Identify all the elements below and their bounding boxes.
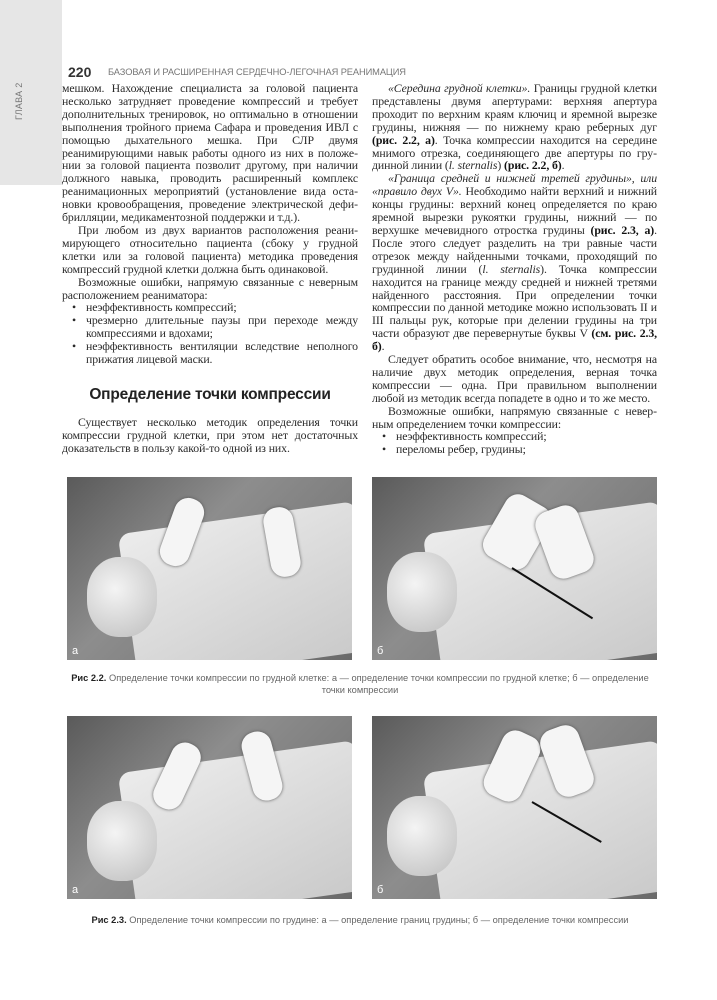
- paragraph: Возможные ошибки, напрямую связанные с неверным определением точки компрессии:: [372, 403, 657, 431]
- panel-label: а: [72, 645, 79, 657]
- list-item: • неэффективность компрессий;: [372, 430, 657, 443]
- text: ). Точка компрессии находится на границе между средней и нижней третями найденного расстояния. При определении точки компрессии по данной методике можно использовать II и III пальцы рук, которые при делении грудины на три части образуют две перевернутые буквы V: [372, 261, 657, 341]
- italic-term: «Граница средней и нижней третей грудины», или «правило двух V».: [372, 171, 657, 199]
- section-heading: Определение точки компрессии: [89, 385, 331, 403]
- photo-fig2-2a: [67, 477, 352, 660]
- figure-ref: (рис. 2.2, б): [504, 158, 562, 173]
- figure-label: Рис 2.3.: [91, 915, 127, 925]
- paragraph: Существует несколько методик определения точки компрессии грудной клетки, при этом нет достаточных доказательств в пользу какой-то одной из них.: [62, 414, 358, 455]
- figure-caption: [60, 914, 660, 926]
- text: ): [497, 158, 505, 173]
- panel-label: б: [377, 645, 384, 657]
- chapter-tab: [0, 0, 62, 185]
- figure-ref: (рис. 2.2, а): [372, 132, 435, 147]
- text: . Точка компрессии находится на середине мнимого отрезка, соединяющего две апертуры по грудинной линии (: [372, 132, 657, 173]
- photo-fig2-2b: [372, 477, 657, 660]
- caption-text: Определение точки компрессии по грудной клетке: а — определение точки компрессии по грудной клетке; б — определение точки компрессии: [106, 673, 649, 695]
- panel-label: б: [377, 884, 384, 896]
- text: Границы грудной клетки представлены двумя апертурами: верхняя апертура проходит по верхним краям ключиц и яремной вырезке грудины, нижняя — по нижнему краю реберных дуг: [372, 81, 657, 134]
- bullet-list: [372, 430, 657, 456]
- paragraph: [372, 82, 657, 172]
- text: .: [381, 339, 385, 354]
- right-column: [372, 82, 657, 456]
- figure-label: Рис 2.2.: [71, 673, 107, 683]
- latin-term: l. sternalis: [482, 261, 541, 276]
- chapter-label: ГЛАВА 2: [14, 82, 24, 120]
- paragraph: [372, 172, 657, 353]
- list-item: • чрезмерно длительные паузы при переходе между компрессиями и вдохами;: [62, 314, 358, 340]
- bullet-list: [62, 301, 358, 366]
- caption-text: Определение точки компрессии по грудине: а — определение границ грудины; б — определение точки компрессии: [126, 915, 629, 925]
- panel-label: а: [72, 884, 79, 896]
- list-item: • неэффективность компрессий;: [62, 301, 358, 314]
- list-item: • переломы ребер, грудины;: [372, 443, 657, 456]
- paragraph: мешком. Нахождение специалиста за головой пациента несколько затрудняет проведение компрессий и требует дополнительных тренировок, но оптимально в отношении выполнения тройного приема Сафара и проведения ИВЛ с помощью дыхательного мешка. При СЛР двумя реанимирующими навык работы одного из них в положении за головой пациента позволит другому, при наличии должного навыка, проводить расширенный комплекс реанимационных мероприятий (установление вида остановки кровообращения, проведение электрической дефибрилляции, медикаментозной поддержки и т.д.).: [62, 81, 358, 225]
- photo-fig2-3b: [372, 716, 657, 899]
- photo-fig2-3a: [67, 716, 352, 899]
- paragraph: Следует обратить особое внимание, что, несмотря на наличие двух методик определения, верная точка компрессии — одна. При правильном выполнении любой из методик всегда попадете в одно и то же место.: [372, 352, 657, 405]
- paragraph: Возможные ошибки, напрямую связанные с неверным расположением реаниматора:: [62, 274, 358, 302]
- running-title: БАЗОВАЯ И РАСШИРЕННАЯ СЕРДЕЧНО-ЛЕГОЧНАЯ РЕАНИМАЦИЯ: [108, 67, 406, 77]
- left-column: [62, 82, 358, 455]
- figure-caption: [60, 672, 660, 696]
- figure-ref: (см. рис. 2.3, б): [372, 326, 657, 354]
- paragraph: При любом из двух вариантов расположения реанимирующего относительно пациента (сбоку у грудной клетки или за головой пациента) методика проведения компрессий грудной клетки должна быть одинаковой.: [62, 222, 358, 276]
- list-item: • неэффективность вентиляции вследствие неполного прижатия лицевой маски.: [62, 340, 358, 366]
- text: Необходимо найти верхний и нижний концы грудины: верхний конец определяется по краю яремной вырезки рукоятки грудины, нижний — по верхушке мечевидного отростка грудины: [372, 184, 657, 237]
- italic-term: «Середина грудной клетки».: [388, 81, 531, 95]
- text: . После этого следует разделить на три равные части отрезок между найденными точками, проходящий по грудинной линии (: [372, 222, 657, 276]
- figure-ref: (рис. 2.3, а): [590, 222, 655, 237]
- latin-term: l. sternalis: [448, 158, 498, 173]
- text: .: [561, 158, 565, 173]
- page-number: 220: [68, 64, 92, 80]
